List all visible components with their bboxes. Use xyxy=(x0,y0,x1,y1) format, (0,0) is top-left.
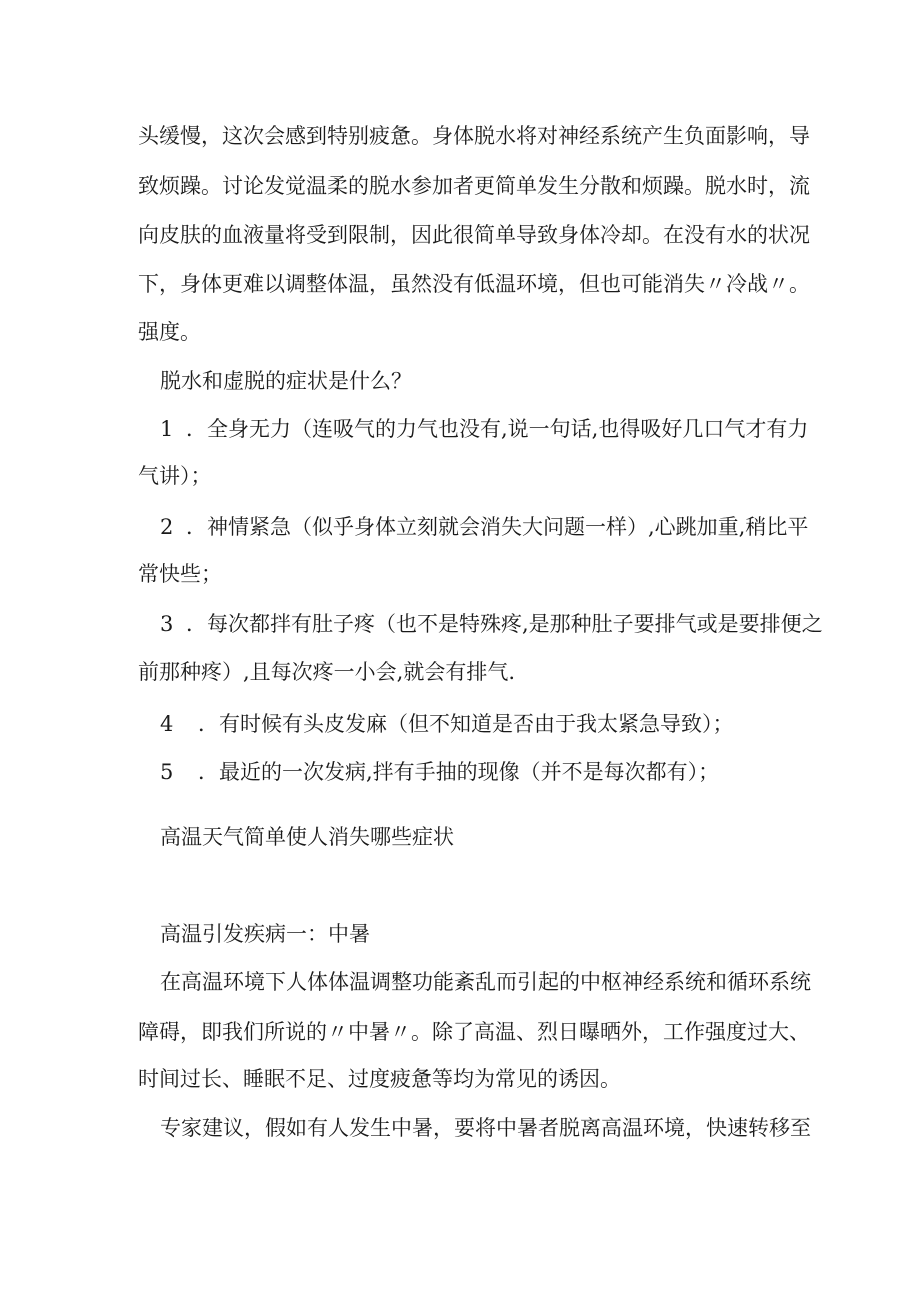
list-item-continuation: 气讲）； xyxy=(138,464,212,488)
list-text: ．神情紧急（似乎身体立刻就会消失大问题一样）,心跳加重,稍比平 xyxy=(186,515,809,539)
list-text: ．最近的一次发病,拌有手抽的现像（并不是每次都有）； xyxy=(198,760,720,784)
list-number: 3 xyxy=(160,612,174,636)
paragraph-line: 下，身体更难以调整体温，虽然没有低温环境，但也可能消失〃冷战〃。 xyxy=(138,272,810,296)
list-number: 1 xyxy=(160,417,174,441)
section-heading: 高温天气简单使人消失哪些症状 xyxy=(160,825,454,849)
paragraph-line: 致烦躁。讨论发觉温柔的脱水参加者更简单发生分散和烦躁。脱水时，流 xyxy=(138,174,810,198)
list-item xyxy=(160,415,808,443)
list-item xyxy=(160,610,823,638)
list-number: 4 xyxy=(160,712,174,736)
section-heading: 高温引发疾病一：中暑 xyxy=(160,922,370,946)
list-number: 5 xyxy=(160,760,174,784)
list-text: ．全身无力（连吸气的力气也没有,说一句话,也得吸好几口气才有力 xyxy=(186,417,809,441)
paragraph-line: 强度。 xyxy=(138,320,201,344)
list-item-continuation: 前那种疼）,且每次疼一小会,就会有排气. xyxy=(138,660,516,684)
paragraph-line: 向皮肤的血液量将受到限制，因此很简单导致身体冷却。在没有水的状况 xyxy=(138,223,810,247)
list-item xyxy=(160,710,734,738)
list-item-continuation: 常快些； xyxy=(138,562,222,586)
section-question: 脱水和虚脱的症状是什么？ xyxy=(160,369,412,393)
paragraph-line: 障碍，即我们所说的〃中暑〃。除了高温、烈日曝晒外，工作强度过大、 xyxy=(138,1020,810,1044)
paragraph-line: 在高温环境下人体体温调整功能紊乱而引起的中枢神经系统和循环系统 xyxy=(160,970,811,994)
list-item xyxy=(160,758,719,786)
paragraph-line: 时间过长、睡眠不足、过度疲惫等均为常见的诱因。 xyxy=(138,1067,621,1091)
list-text: ．有时候有头皮发麻（但不知道是否由于我太紧急导致）； xyxy=(198,712,734,736)
paragraph-line: 头缓慢，这次会感到特别疲惫。身体脱水将对神经系统产生负面影响，导 xyxy=(138,124,810,148)
list-item xyxy=(160,513,808,541)
list-text: ．每次都拌有肚子疼（也不是特殊疼,是那种肚子要排气或是要排便之 xyxy=(186,612,823,636)
list-number: 2 xyxy=(160,515,174,539)
paragraph-line: 专家建议，假如有人发生中暑，要将中暑者脱离高温环境，快速转移至 xyxy=(160,1116,811,1140)
